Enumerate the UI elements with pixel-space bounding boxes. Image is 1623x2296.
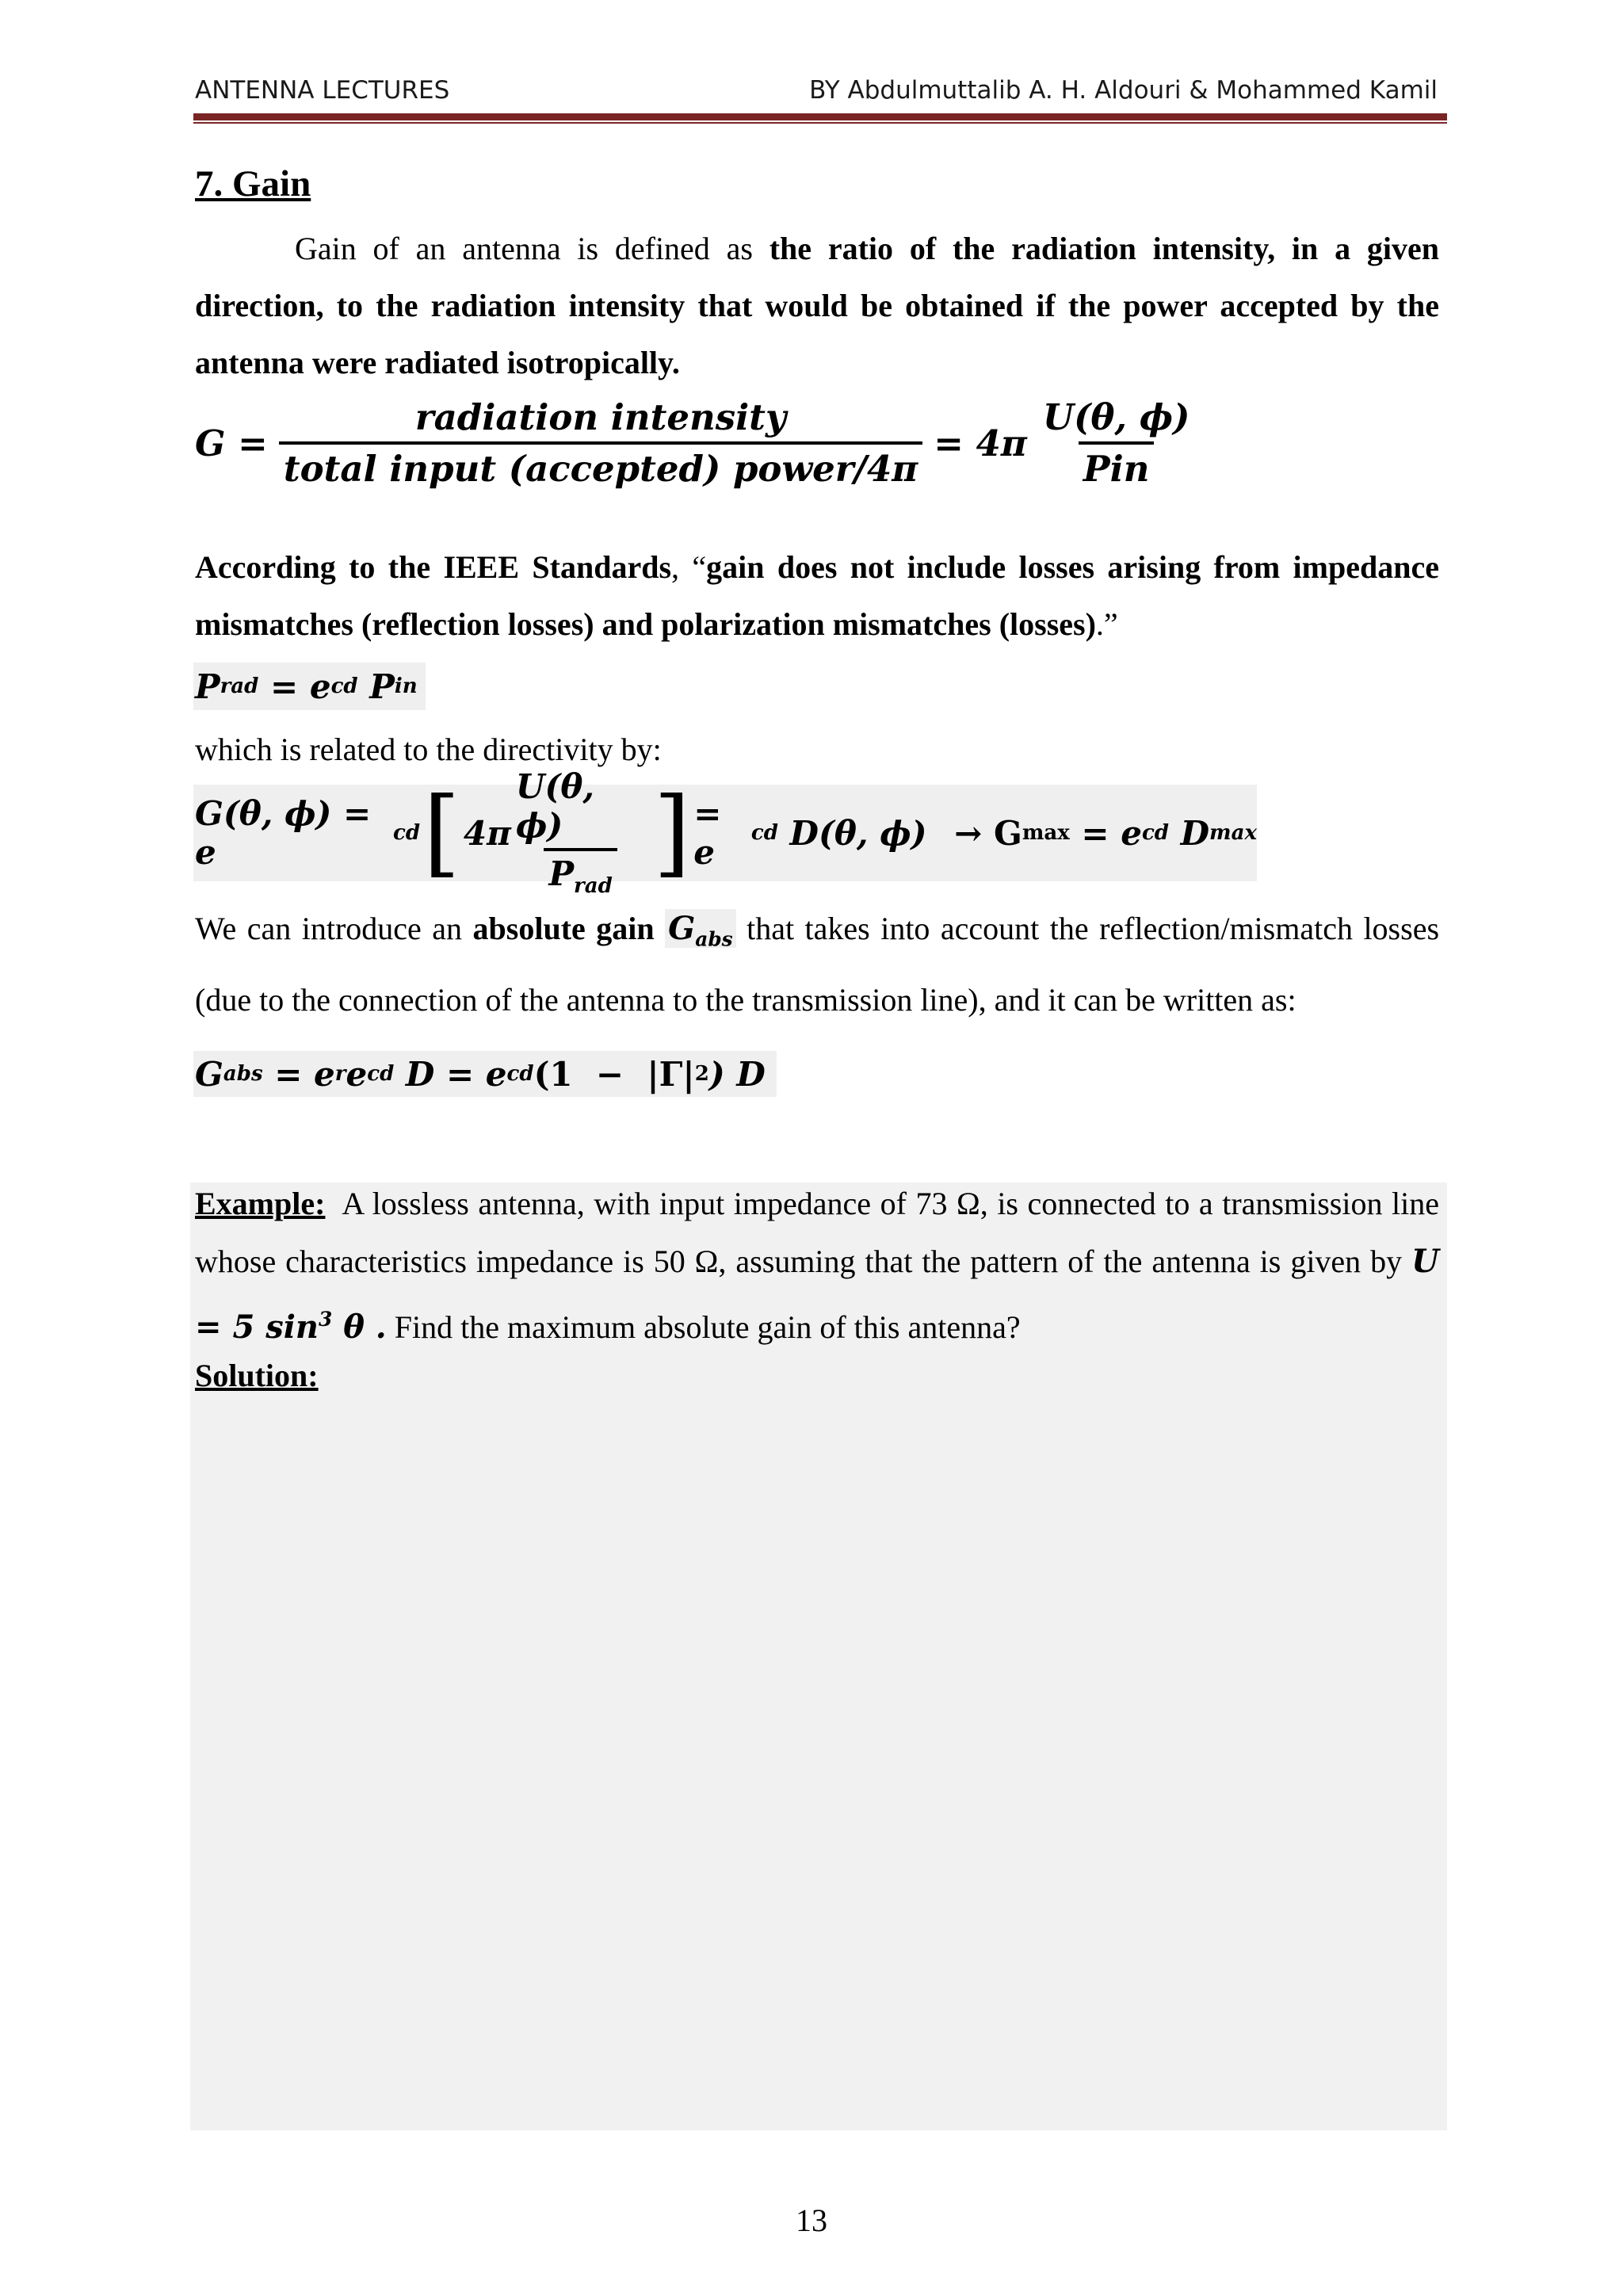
eqabs-paren: (1 − |Γ| xyxy=(533,1054,695,1094)
eqabs-g-sub: abs xyxy=(223,1062,263,1086)
gain-equation xyxy=(195,396,1194,490)
dir-arrow: → G xyxy=(942,813,1022,853)
example-formula-a: U = 5 sin xyxy=(195,1243,1439,1346)
absolute-gain-paragraph xyxy=(195,899,1439,1030)
eqabs-ecd2-sub: cd xyxy=(506,1062,534,1086)
dir-arrow-sub: max xyxy=(1022,821,1070,845)
header-rule xyxy=(193,113,1447,120)
ieee-bold-2: gain does not include losses arising from impedance mismatches (reflection losses) and polarization mismatches (losses) xyxy=(195,549,1439,642)
ieee-mid: , “ xyxy=(671,549,707,585)
abs-tail: that takes into account the reflection/mismatch losses (due to the connection of the antenna to the transmission line), and it can be written as: xyxy=(195,911,1440,1018)
eqabs-e2: e xyxy=(346,1054,368,1094)
related-text: which is related to the directivity by: xyxy=(195,732,662,767)
den-part-c: ) power/4π xyxy=(704,448,918,490)
gain-numerator: radiation intensity xyxy=(414,396,787,438)
dir-lhs-sub: cd xyxy=(392,821,421,845)
ieee-paragraph xyxy=(195,539,1439,653)
section-title: 7. Gain xyxy=(195,163,311,204)
dir-den-sub: rad xyxy=(574,874,613,899)
den-part-b: accepted xyxy=(525,448,704,490)
gain-lhs: G = xyxy=(195,422,268,464)
prad-p-sub: rad xyxy=(220,674,259,698)
solution-label xyxy=(195,1347,1439,1404)
eqabs-er-sub: r xyxy=(334,1062,346,1086)
dir-dmax: D xyxy=(1169,813,1210,853)
dir-d: D(θ, ϕ) xyxy=(777,813,927,853)
dir-lhs: G(θ, ϕ) = e xyxy=(195,794,372,872)
dir-mid-sub: cd xyxy=(750,821,778,845)
prad-eq: = xyxy=(258,667,310,706)
den-part-a: total input ( xyxy=(283,448,526,490)
example-formula-b: θ . xyxy=(332,1308,387,1346)
eqabs-eq1: = e xyxy=(262,1054,335,1094)
dir-fraction xyxy=(511,767,651,898)
gain-numerator-2: U(θ, ϕ) xyxy=(1042,396,1190,438)
eqabs-g: G xyxy=(195,1054,223,1094)
running-header-left: ANTENNA LECTURES xyxy=(195,76,450,105)
gain-definition xyxy=(195,220,1439,392)
dir-denominator xyxy=(544,848,617,898)
abs-symbol xyxy=(665,909,736,951)
dir-rhs: = e xyxy=(1069,813,1142,853)
ieee-end: .” xyxy=(1095,606,1118,642)
example-formula-sup: 3 xyxy=(319,1308,333,1331)
abs-bold: absolute gain xyxy=(472,911,666,946)
example-text-1: A lossless antenna, with input impedance of 73 Ω, is connected to a transmission line whose characteristics impedance is 50 Ω, assuming that the pattern of the antenna is given by xyxy=(195,1186,1447,1279)
eqabs-close: ) D xyxy=(708,1054,766,1094)
eqabs-d1: D = e xyxy=(394,1054,507,1094)
dir-mid: = e xyxy=(693,794,722,872)
definition-bold: the ratio of the radiation intensity, in a given direction, to the radiation intensity that would be obtained if the power accepted by the antenna were radiated isotropically. xyxy=(195,231,1439,380)
prad-e-sub: cd xyxy=(330,674,358,698)
right-bracket: ] xyxy=(653,777,691,888)
prad-e: e xyxy=(309,667,331,706)
solution-heading: Solution: xyxy=(195,1358,319,1393)
example-paragraph xyxy=(195,1175,1447,1356)
abs-lead: We can introduce an xyxy=(195,911,473,946)
abs-g-sub: abs xyxy=(695,927,733,951)
directivity-equation xyxy=(193,767,1257,899)
eqabs-sq: 2 xyxy=(694,1062,709,1086)
page-number: 13 xyxy=(796,2202,827,2238)
dir-numerator: U(θ, ϕ) xyxy=(515,767,594,846)
abs-g: G xyxy=(668,910,696,947)
example-text-2: Find the maximum absolute gain of this antenna? xyxy=(386,1308,1021,1345)
gain-denominator-2: Pin xyxy=(1079,441,1155,490)
absolute-gain-equation xyxy=(193,1051,777,1097)
prad-equation xyxy=(193,663,426,710)
gain-fraction xyxy=(279,396,922,490)
definition-lead: Gain of an antenna is defined as xyxy=(295,231,769,266)
left-bracket: [ xyxy=(423,777,460,888)
prad-pin: P xyxy=(357,667,395,706)
running-header-right: BY Abdulmuttalib A. H. Aldouri & Mohammed Kamil xyxy=(809,76,1438,105)
eqabs-ecd-sub: cd xyxy=(367,1062,395,1086)
ieee-bold-1: According to the IEEE Standards xyxy=(195,549,672,585)
dir-four-pi: 4π xyxy=(463,813,511,853)
gain-eq2: = 4π xyxy=(934,422,1027,464)
dir-dmax-sub: max xyxy=(1209,821,1257,845)
example-label: Example: xyxy=(195,1186,326,1221)
header-rule-thin xyxy=(193,122,1447,124)
dir-rhs-sub: cd xyxy=(1141,821,1169,845)
gain-fraction-2 xyxy=(1038,396,1195,490)
prad-pin-sub: in xyxy=(394,674,418,698)
gain-denominator xyxy=(279,441,922,490)
prad-p: P xyxy=(195,667,220,706)
dir-den-p: P xyxy=(548,854,575,894)
